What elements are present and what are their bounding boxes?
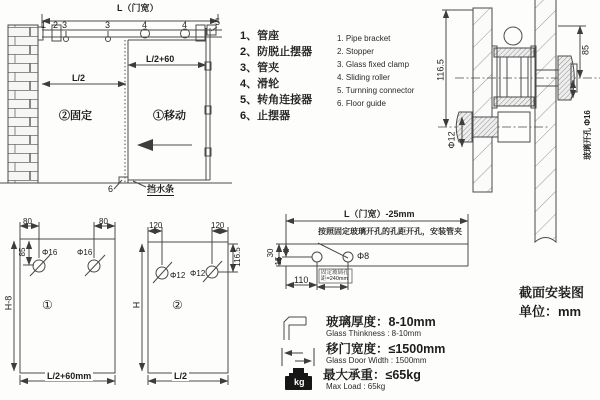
drill-hole	[312, 252, 322, 262]
water-strip-label: 挡水条	[147, 184, 175, 194]
template-note: 按照固定玻璃开孔的孔距开孔，安装管夹	[318, 227, 462, 236]
callout-3b: 3	[105, 20, 111, 30]
p1-hole-left-label: Φ16	[42, 248, 58, 257]
dim-116-5-label: 116.5	[435, 59, 446, 81]
legend-cn-6: 6、止摆器	[240, 110, 291, 122]
template-dim-width: L（门宽）-25mm	[344, 209, 415, 219]
cross-section-drawing	[435, 0, 600, 242]
roller-wheel-section	[500, 57, 528, 97]
legend-en-1: 1. Pipe bracket	[337, 34, 391, 43]
template-spacing-line2: 距=240mm	[321, 276, 349, 282]
panel2-drawing	[142, 227, 238, 385]
legend-en-4: 4. Sliding roller	[337, 73, 390, 82]
p2-dim-width: L/2	[174, 371, 188, 381]
legend-en-6: 6. Floor guide	[337, 99, 386, 108]
moving-panel-label: ①移动	[153, 110, 186, 122]
spec-glass-thickness-cn: 玻璃厚度：8-10mm	[326, 315, 436, 329]
track-pipe-section	[504, 27, 522, 45]
fixed-panel-label: ②固定	[59, 110, 92, 122]
elevation-drawing	[0, 14, 232, 189]
fixing-knob-section	[558, 56, 574, 100]
section-unit: 单位：mm	[519, 304, 582, 319]
p2-hole-right-label: Φ12	[190, 269, 206, 278]
p2-number: ②	[172, 298, 183, 312]
dim-l2-label: L/2	[72, 73, 86, 83]
legend-en-3: 3. Glass fixed clamp	[337, 60, 410, 69]
callout-1: 1	[41, 20, 47, 30]
p2-dim-120-right: 120	[211, 221, 225, 230]
glass-panel-section	[535, 0, 556, 242]
template-hole-label: Φ8	[357, 251, 370, 261]
drill-hole	[343, 252, 353, 262]
callout-4b: 4	[182, 20, 188, 30]
callout-2: 2	[53, 20, 59, 30]
spec-door-width-en: Glass Door Width : 1500mm	[326, 356, 427, 365]
brick-wall	[8, 25, 38, 183]
p1-number: ①	[42, 298, 53, 312]
legend-cn-5: 5、转角连接器	[240, 94, 313, 106]
section-title: 截面安装图	[519, 285, 585, 300]
legend-cn-2: 2、防脱止摆器	[240, 46, 313, 58]
kg-icon-label: kg	[294, 377, 305, 387]
dim-l2plus60-label: L/2+60	[146, 54, 175, 64]
template-dim-15: 15	[274, 256, 283, 266]
p1-dim-80-left: 80	[23, 217, 32, 226]
spec-glass-thickness-en: Glass Thinkness : 8-10mm	[326, 329, 421, 338]
spec-max-load-en: Max Load : 65kg	[326, 382, 386, 391]
dim-phi12-label: Φ12	[446, 131, 457, 149]
legend-en-2: 2. Stopper	[337, 47, 374, 56]
p2-dim-height: H	[131, 301, 142, 309]
p2-hole-left-label: Φ12	[170, 271, 186, 280]
p1-hole-right-label: Φ16	[77, 248, 93, 257]
legend-cn-3: 3、管夹	[240, 62, 280, 74]
callout-5: 5	[215, 17, 221, 27]
callout-6: 6	[108, 184, 114, 194]
legend-en-5: 5. Turnning connector	[337, 86, 415, 95]
callout-4a: 4	[142, 20, 148, 30]
glass-corner-icon	[284, 317, 306, 340]
legend-cn-4: 4、滑轮	[240, 78, 280, 90]
p1-dim-85: 85	[18, 247, 27, 257]
glass-hole-label: 玻璃开孔 Φ16	[583, 110, 592, 160]
callout-3a: 3	[62, 20, 68, 30]
template-dim-30: 30	[266, 248, 275, 258]
door-width-icon	[282, 348, 314, 366]
dim-door-width-label: L（门宽）	[117, 3, 159, 13]
slide-direction-arrow	[137, 139, 192, 151]
legend-cn-1: 1、管座	[240, 30, 280, 42]
p1-dim-80-right: 80	[99, 217, 108, 226]
panel1-drawing	[14, 222, 115, 385]
p2-dim-116-5: 116.5	[233, 247, 242, 267]
template-spacing-line1: 固定玻璃孔	[321, 270, 349, 276]
p1-dim-width: L/2+60mm	[47, 371, 92, 381]
clamp-knob-section	[456, 112, 472, 142]
p2-dim-120-left: 120	[149, 221, 163, 230]
glass-panel-section	[473, 8, 492, 192]
p1-dim-height: H-8	[3, 295, 14, 311]
spec-door-width-cn: 移门宽度：≤1500mm	[326, 342, 446, 356]
template-dim-110: 110	[294, 275, 309, 285]
spec-max-load-cn: 最大承重：≤65kg	[323, 368, 421, 382]
dim-85-label: 85	[580, 44, 591, 56]
